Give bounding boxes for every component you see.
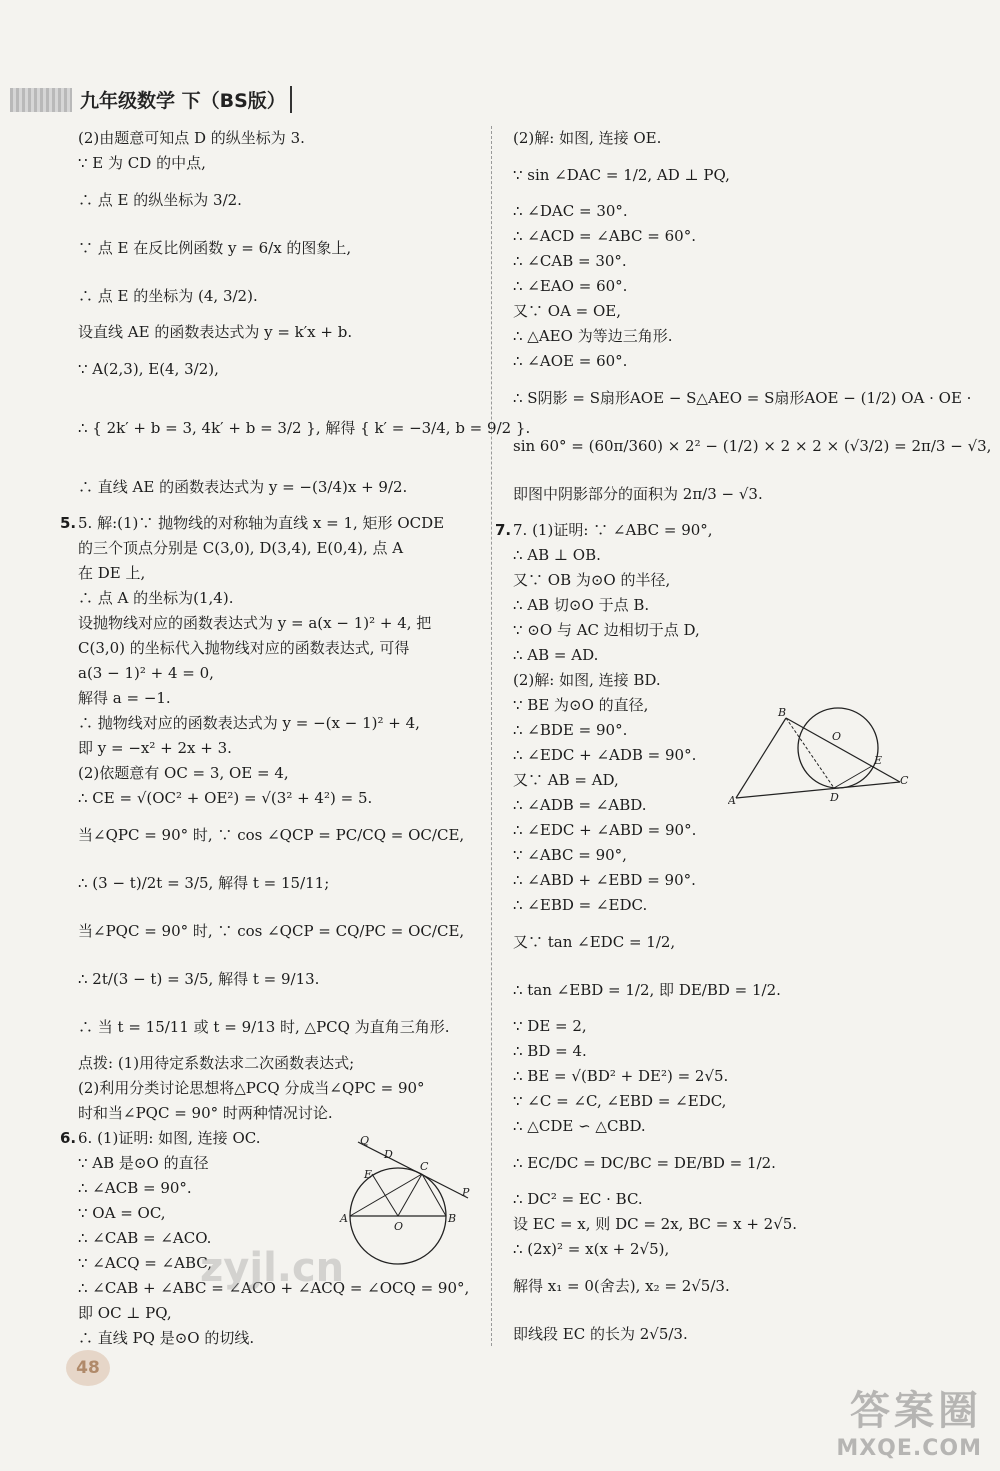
text-line: ∴ ∠AOE = 60°. [513,352,628,370]
text-line: ∴ ∠EDC + ∠ADB = 90°. [513,746,697,764]
text-line: ∵ ∠C = ∠C, ∠EBD = ∠EDC, [513,1092,727,1110]
text-line: sin 60° = (60π/360) × 2² − (1/2) × 2 × 2 × (√3/2) = 2π/3 − √3, [513,437,992,455]
text-line: 即 OC ⊥ PQ, [78,1304,172,1322]
text-line: ∵ 点 E 在反比例函数 y = 6/x 的图象上, [78,239,352,257]
text-line: 设 EC = x, 则 DC = 2x, BC = x + 2√5. [513,1215,798,1233]
corner-watermark [836,1379,982,1461]
text-line: 又∵ tan ∠EDC = 1/2, [513,933,676,951]
text-line: ∴ ∠EAO = 60°. [513,277,628,295]
text-line: ∴ ∠EBD = ∠EDC. [513,896,648,914]
fig7-label-a: A [728,794,736,807]
fig6-label-d: D [384,1148,393,1161]
text-line: 即线段 EC 的长为 2√5/3. [513,1325,688,1343]
text-line: ∴ AB 切⊙O 于点 B. [513,596,650,614]
text-line: ∴ ∠DAC = 30°. [513,202,628,220]
text-line: 的三个顶点分别是 C(3,0), D(3,4), E(0,4), 点 A [78,539,404,557]
text-line: 设直线 AE 的函数表达式为 y = k′x + b. [78,323,353,341]
text-line: ∴ S阴影 = S扇形AOE − S△AEO = S扇形AOE − (1/2) OA · OE · [513,389,972,407]
fig7-label-b: B [778,706,787,719]
fig7-label-d: D [830,791,839,804]
text-line: ∴ △CDE ∽ △CBD. [513,1117,646,1135]
text-line: ∴ 当 t = 15/11 或 t = 9/13 时, △PCQ 为直角三角形. [78,1018,450,1036]
text-line: ∴ 抛物线对应的函数表达式为 y = −(x − 1)² + 4, [78,714,420,732]
text-line: ∴ BE = √(BD² + DE²) = 2√5. [513,1067,729,1085]
text-line: ∵ DE = 2, [513,1017,587,1035]
text-line: ∵ ⊙O 与 AC 边相切于点 D, [513,621,700,639]
text-line: ∵ ∠ABC = 90°, [513,846,627,864]
fig6-label-b: B [448,1212,457,1225]
fig6-label-p: P [462,1186,470,1199]
text-line: ∴ ∠CAB = 30°. [513,252,627,270]
problem-6-header: 6. 6. (1)证明: 如图, 连接 OC. [60,1129,261,1147]
text-line: ∵ A(2,3), E(4, 3/2), [78,360,219,378]
watermark-url: MXQE.COM [836,1436,982,1461]
text-line: ∴ ∠CAB + ∠ABC = ∠ACO + ∠ACQ = ∠OCQ = 90°, [78,1279,470,1297]
text-line: 又∵ AB = AD, [513,771,619,789]
text-line: ∴ 点 E 的纵坐标为 3/2. [78,191,242,209]
text-line: ∵ ∠ACQ = ∠ABC, [78,1254,213,1272]
text-line: 6. (1)证明: 如图, 连接 OC. [78,1129,261,1147]
tip-text: 点拨: (1)用待定系数法求二次函数表达式; [78,1054,355,1072]
text-line: ∴ BD = 4. [513,1042,587,1060]
tip-text: 时和当∠PQC = 90° 时两种情况讨论. [78,1104,333,1122]
text-line: ∴ tan ∠EBD = 1/2, 即 DE/BD = 1/2. [513,981,781,999]
figure-problem-6 [338,1130,478,1280]
text-line: 当∠PQC = 90° 时, ∵ cos ∠QCP = CQ/PC = OC/CE, [78,922,465,940]
text-line: ∵ sin ∠DAC = 1/2, AD ⊥ PQ, [513,166,730,184]
text-line: ∴ 直线 PQ 是⊙O 的切线. [78,1329,255,1347]
figure-problem-7 [728,700,918,810]
problem-5-header: 5. 5. 解:(1)∵ 抛物线的对称轴为直线 x = 1, 矩形 OCDE [60,514,445,532]
header-decoration [10,88,72,112]
text-line: ∴ ∠ACB = 90°. [78,1179,192,1197]
text-line: C(3,0) 的坐标代入抛物线对应的函数表达式, 可得 [78,639,410,657]
watermark-logo-text: 答案圈 [850,1388,982,1434]
text-line: (2)由题意可知点 D 的纵坐标为 3. [78,129,305,147]
text-line: ∴ ∠ADB = ∠ABD. [513,796,647,814]
text-line: ∴ (2x)² = x(x + 2√5), [513,1240,670,1258]
text-line: 解得 a = −1. [78,689,171,707]
fig6-label-q: Q [360,1134,370,1147]
problem-7-header: 7. 7. (1)证明: ∵ ∠ABC = 90°, [495,521,713,539]
text-line: (2)解: 如图, 连接 OE. [513,129,662,147]
text-line: 即图中阴影部分的面积为 2π/3 − √3. [513,485,763,503]
text-line: ∴ 点 A 的坐标为(1,4). [78,589,234,607]
watermark: zyjl.cn [200,1245,345,1291]
fig7-label-c: C [900,774,909,787]
fig6-label-o: O [394,1220,404,1233]
text-line: ∴ (3 − t)/2t = 3/5, 解得 t = 15/11; [78,874,330,892]
fig6-label-e: E [364,1168,373,1181]
text-line: ∴ AB ⊥ OB. [513,546,601,564]
column-divider [491,126,492,1346]
text-line: ∴ DC² = EC · BC. [513,1190,643,1208]
equation-system: ∴ { 2k′ + b = 3, 4k′ + b = 3/2 }, 解得 { k′ = −3/4, b = 9/2 }. [78,419,531,437]
fig7-label-o: O [832,730,842,743]
text-line: ∵ BE 为⊙O 的直径, [513,696,649,714]
text-line: 设抛物线对应的函数表达式为 y = a(x − 1)² + 4, 把 [78,614,432,632]
tip-text: (2)利用分类讨论思想将△PCQ 分成当∠QPC = 90° [78,1079,425,1097]
text-line: ∴ 2t/(3 − t) = 3/5, 解得 t = 9/13. [78,970,320,988]
text-line: 7. (1)证明: ∵ ∠ABC = 90°, [513,521,713,539]
page-header [0,82,300,116]
text-line: 在 DE 上, [78,564,146,582]
page-title: 九年级数学 下（BS版） [80,86,292,113]
text-line: ∴ 直线 AE 的函数表达式为 y = −(3/4)x + 9/2. [78,478,408,496]
text-line: ∵ AB 是⊙O 的直径 [78,1154,209,1172]
text-line: ∴ ∠ACD = ∠ABC = 60°. [513,227,696,245]
text-line: ∴ △AEO 为等边三角形. [513,327,673,345]
text-line: ∴ CE = √(OC² + OE²) = √(3² + 4²) = 5. [78,789,373,807]
text-line: 当∠QPC = 90° 时, ∵ cos ∠QCP = PC/CQ = OC/CE, [78,826,465,844]
text-line: 又∵ OA = OE, [513,302,622,320]
text-line: (2)解: 如图, 连接 BD. [513,671,661,689]
fig6-label-a: A [340,1212,348,1225]
text-line: ∴ ∠EDC + ∠ABD = 90°. [513,821,697,839]
text-line: ∴ 点 E 的坐标为 (4, 3/2). [78,287,258,305]
fig6-label-c: C [420,1160,429,1173]
fig7-label-e: E [874,754,883,767]
text-line: ∴ AB = AD. [513,646,599,664]
text-line: a(3 − 1)² + 4 = 0, [78,664,214,682]
text-line: 解得 x₁ = 0(舍去), x₂ = 2√5/3. [513,1277,730,1295]
text-line: ∵ E 为 CD 的中点, [78,154,206,172]
text-line: ∴ ∠BDE = 90°. [513,721,628,739]
text-line: ∵ OA = OC, [78,1204,166,1222]
text-line: ∴ ∠ABD + ∠EBD = 90°. [513,871,696,889]
text-line: (2)依题意有 OC = 3, OE = 4, [78,764,289,782]
text-line: 又∵ OB 为⊙O 的半径, [513,571,671,589]
page-number: 48 [66,1350,110,1386]
text-line: 5. 解:(1)∵ 抛物线的对称轴为直线 x = 1, 矩形 OCDE [78,514,445,532]
text-line: ∴ EC/DC = DC/BC = DE/BD = 1/2. [513,1154,776,1172]
text-line: ∴ ∠CAB = ∠ACO. [78,1229,212,1247]
text-line: 即 y = −x² + 2x + 3. [78,739,232,757]
